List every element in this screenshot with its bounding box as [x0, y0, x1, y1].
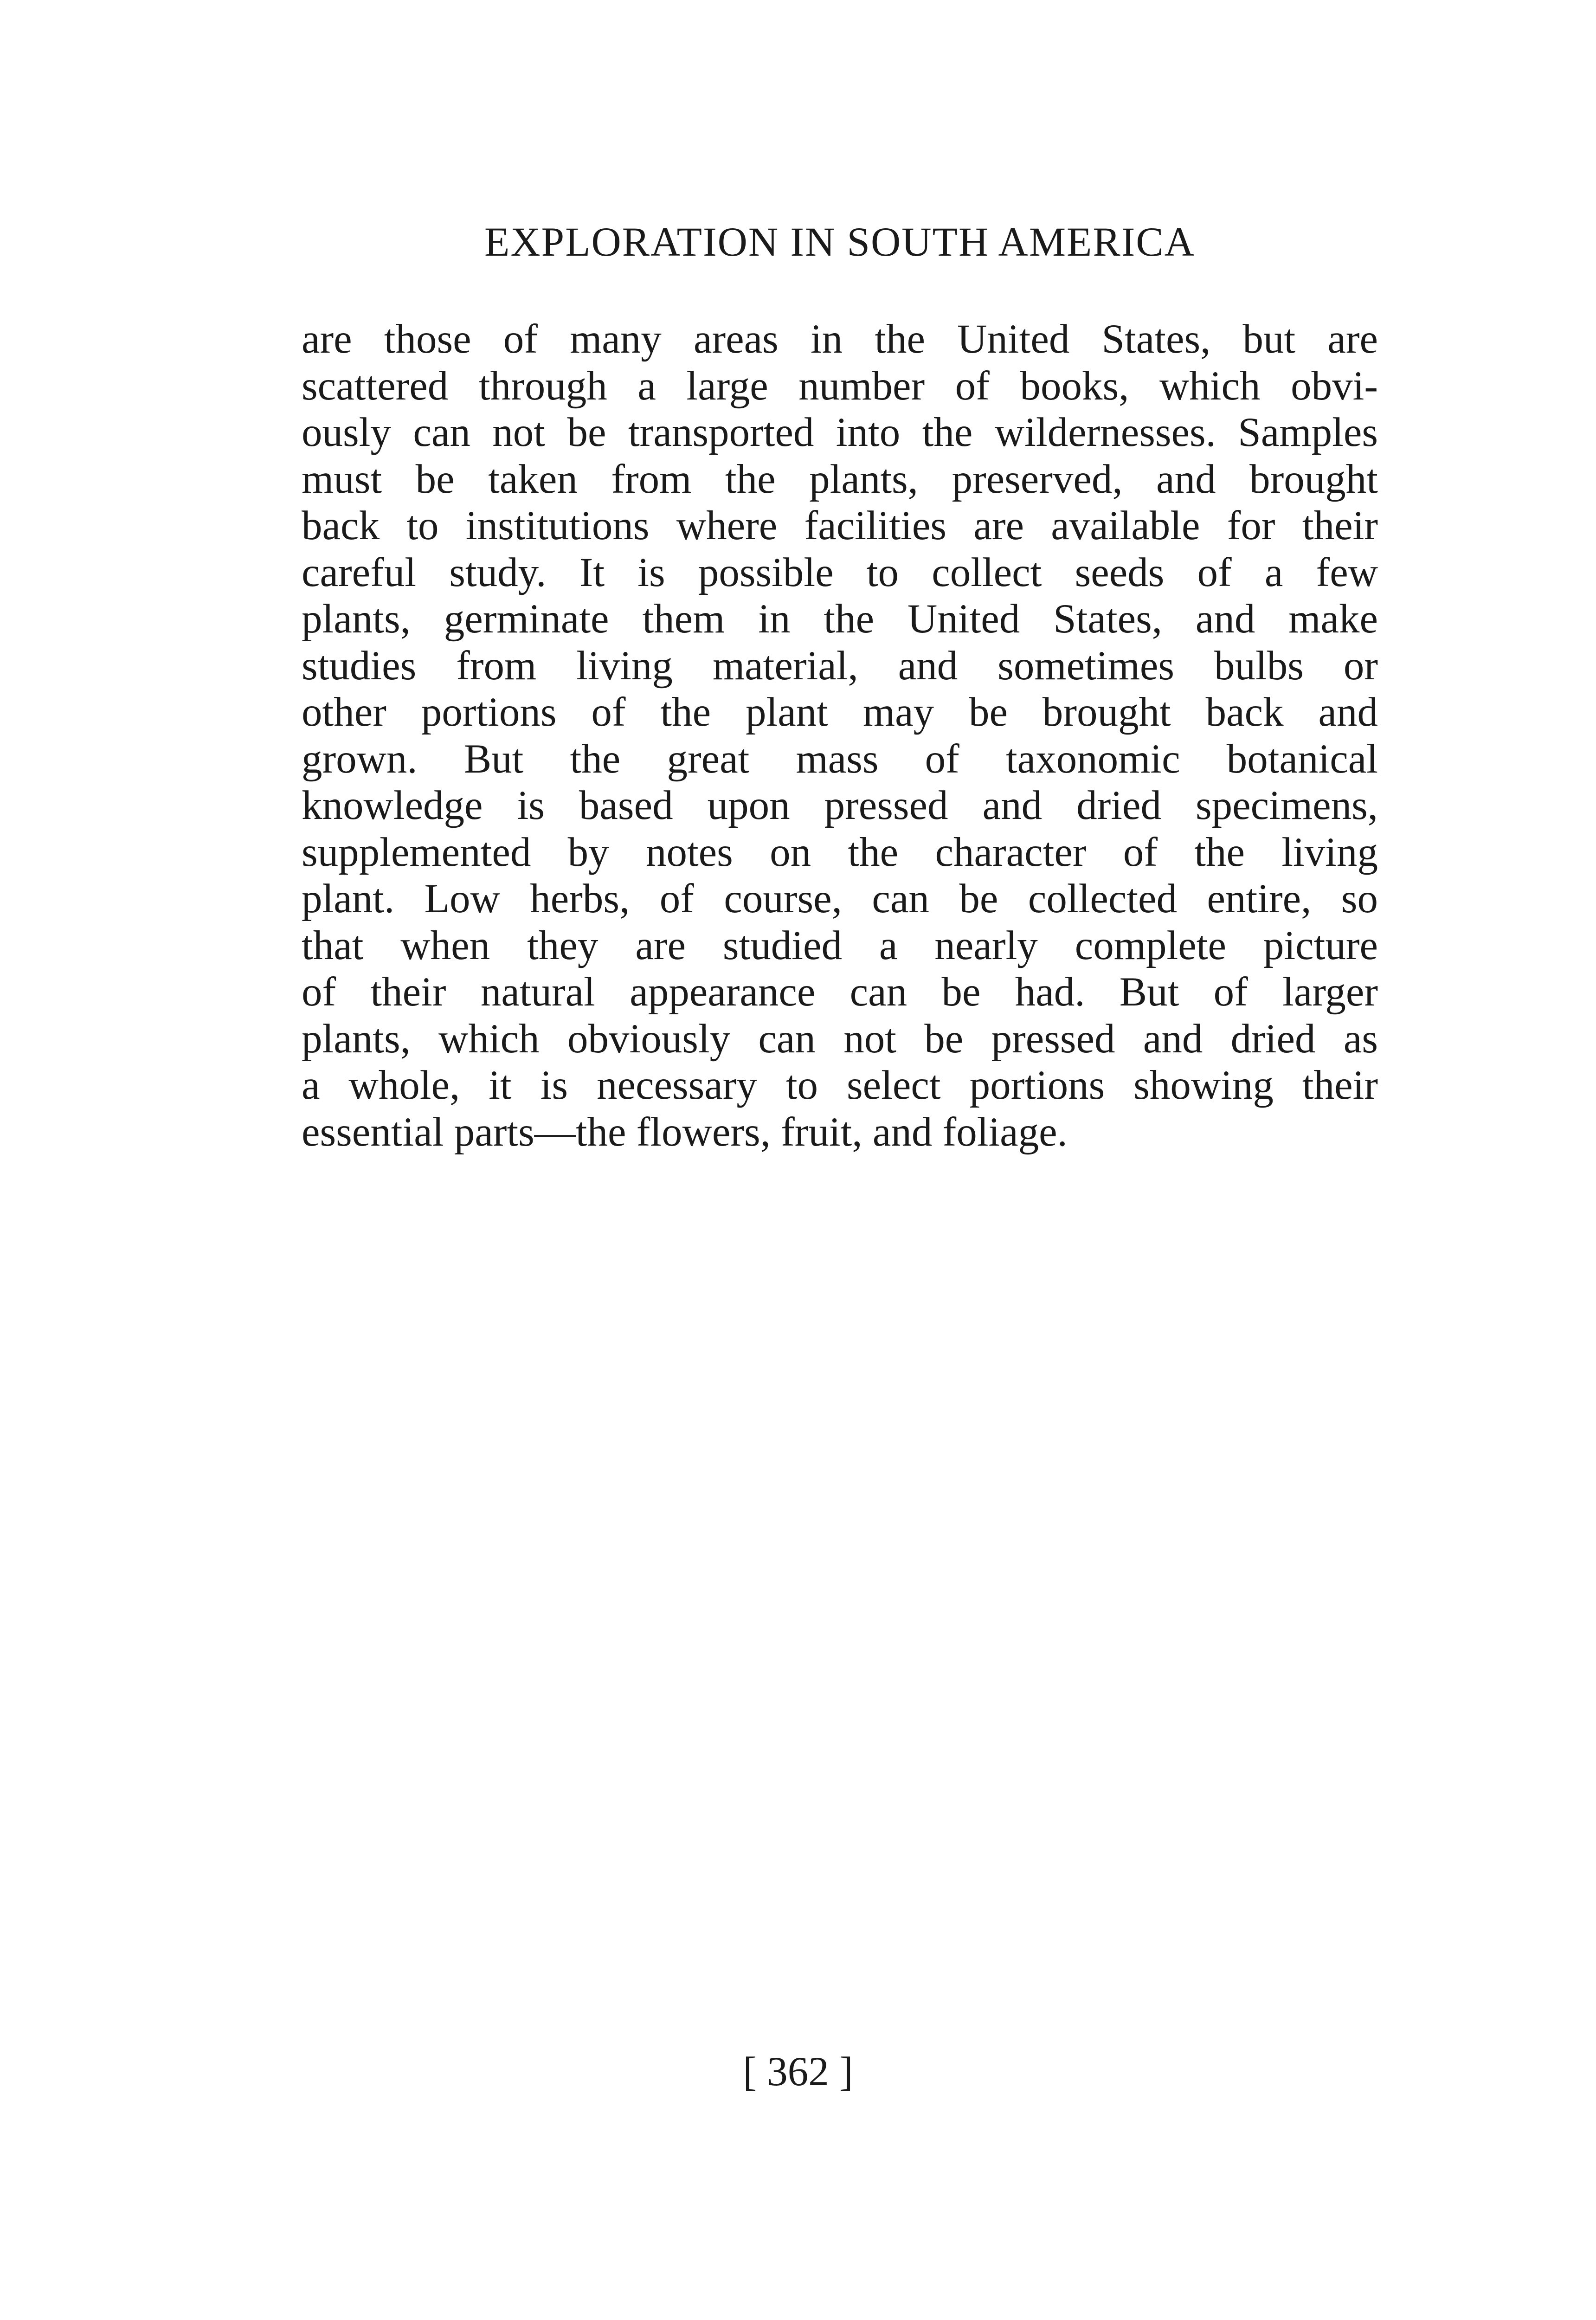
body-paragraph — [302, 316, 1378, 1155]
text-line: supplemented by notes on the character of the living — [302, 829, 1378, 875]
text-line: are those of many areas in the United States, but are — [302, 316, 1378, 362]
text-line: careful study. It is possible to collect seeds of a few — [302, 549, 1378, 595]
text-line: back to institutions where facilities are available for their — [302, 503, 1378, 548]
text-line: knowledge is based upon pressed and dried specimens, — [302, 783, 1378, 828]
text-line: must be taken from the plants, preserved, and brought — [302, 456, 1378, 502]
text-line: ously can not be transported into the wildernesses. Samples — [302, 410, 1378, 455]
text-line: grown. But the great mass of taxonomic botanical — [302, 736, 1378, 782]
page-number: [ 362 ] — [743, 2049, 853, 2094]
text-line: of their natural appearance can be had. But of larger — [302, 969, 1378, 1015]
text-line: other portions of the plant may be brought back and — [302, 690, 1378, 735]
text-line: plants, which obviously can not be pressed and dried as — [302, 1016, 1378, 1062]
text-line-last: essential parts—the flowers, fruit, and foliage. — [302, 1109, 1068, 1155]
text-line: scattered through a large number of books, which obvi- — [302, 363, 1378, 409]
text-line: that when they are studied a nearly complete picture — [302, 922, 1378, 968]
text-line: plants, germinate them in the United States, and make — [302, 596, 1378, 642]
text-line: a whole, it is necessary to select portions showing their — [302, 1063, 1378, 1108]
text-line: studies from living material, and sometimes bulbs or — [302, 643, 1378, 689]
text-line: plant. Low herbs, of course, can be collected entire, so — [302, 876, 1378, 922]
running-head: EXPLORATION IN SOUTH AMERICA — [484, 219, 1195, 265]
